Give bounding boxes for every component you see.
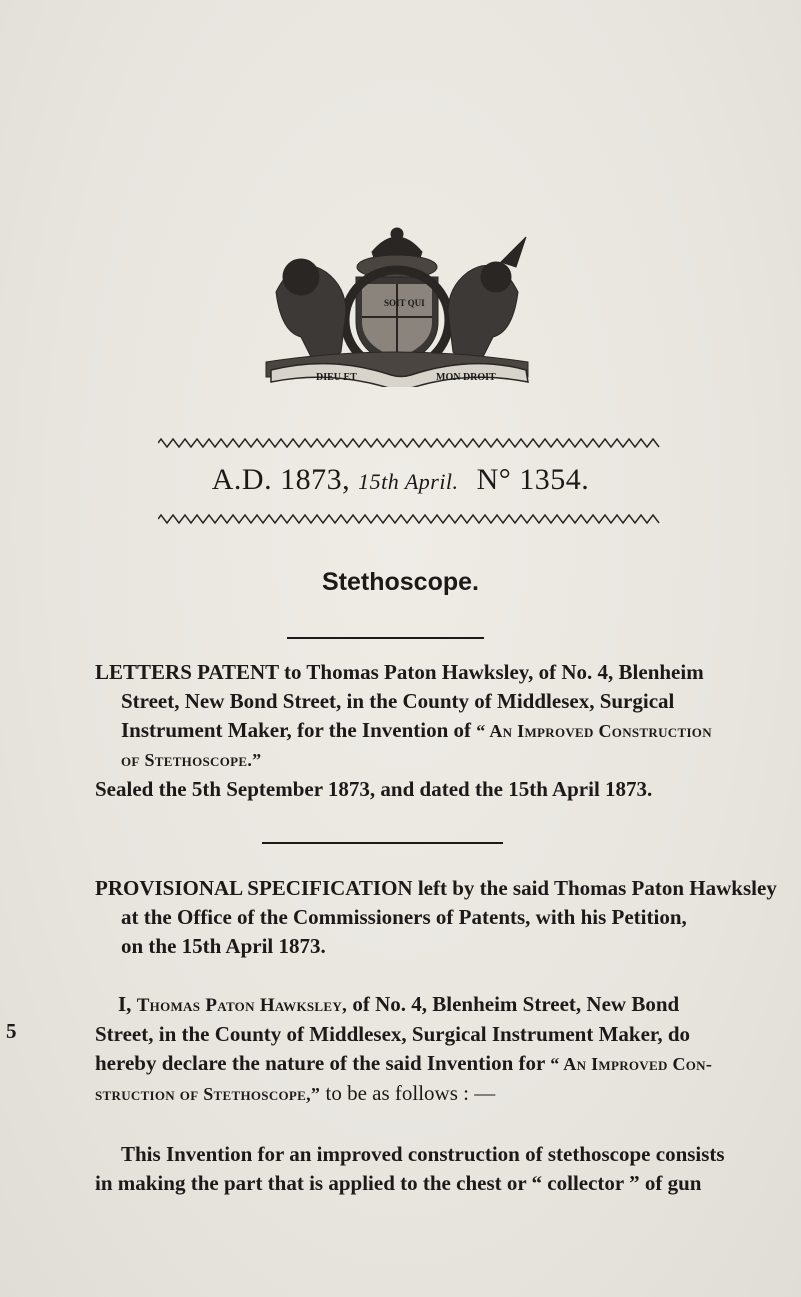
letters-patent-paragraph	[95, 658, 712, 775]
invention-title-2: “ An Improved Con-	[550, 1054, 713, 1074]
inventor-name: Thomas Paton Hawksley,	[136, 995, 348, 1016]
patent-header	[0, 463, 801, 497]
motto-left: DIEU ET	[316, 372, 357, 383]
sealed-line: Sealed the 5th September 1873, and dated the 15th April 1873.	[95, 777, 653, 801]
wavy-rule-top	[158, 438, 660, 448]
provisional-paragraph	[95, 874, 777, 961]
provisional-line-3: on the 15th April 1873.	[121, 934, 326, 958]
provisional-line-1: PROVISIONAL SPECIFICATION left by the said Thomas Paton Hawksley	[95, 876, 777, 900]
invention-title-cont: of Stethoscope.”	[121, 750, 262, 770]
motto-right: MON DROIT	[436, 372, 496, 383]
royal-coat-of-arms	[246, 222, 548, 387]
line-number: 5	[6, 1019, 17, 1043]
ad-year: A.D. 1873,	[211, 463, 351, 496]
invention-title: “ An Improved Construction	[476, 721, 712, 741]
declaration-line-4	[95, 1079, 712, 1109]
body-paragraph	[95, 1140, 725, 1198]
patent-date: 15th April.	[358, 469, 459, 494]
divider-rule	[287, 637, 484, 639]
body-line-1: This Invention for an improved construction of stethoscope consists	[121, 1142, 725, 1166]
declaration-line-2: Street, in the County of Middlesex, Surgical Instrument Maker, do	[95, 1022, 690, 1046]
motto-center: SOIT QUI	[384, 298, 425, 308]
declaration-line-4-text: to be as follows : —	[325, 1081, 496, 1105]
declaration-line-1	[118, 990, 712, 1020]
patent-number: N° 1354.	[476, 463, 590, 496]
provisional-line-2: at the Office of the Commissioners of Patents, with his Petition,	[121, 905, 687, 929]
letters-patent-line-3	[95, 716, 712, 746]
invention-title-2-cont: struction of Stethoscope,”	[95, 1084, 321, 1104]
declaration-line-3	[95, 1049, 712, 1079]
document-title: Stethoscope.	[322, 568, 479, 596]
letters-patent-line-3-text: Instrument Maker, for the Invention of	[121, 718, 471, 742]
divider-rule-2	[262, 842, 503, 844]
letters-patent-line-1: LETTERS PATENT to Thomas Paton Hawksley, of No. 4, Blenheim	[95, 660, 704, 684]
declaration-line-1-text: of No. 4, Blenheim Street, New Bond	[352, 992, 680, 1016]
declaration-line-3-text: hereby declare the nature of the said Invention for	[95, 1051, 545, 1075]
letters-patent-line-2: Street, New Bond Street, in the County of Middlesex, Surgical	[121, 689, 675, 713]
declaration-paragraph	[95, 990, 713, 1109]
wavy-rule-bottom	[158, 514, 660, 524]
declaration-i: I,	[118, 992, 132, 1016]
body-line-2: in making the part that is applied to the chest or “ collector ” of gun	[95, 1171, 702, 1195]
